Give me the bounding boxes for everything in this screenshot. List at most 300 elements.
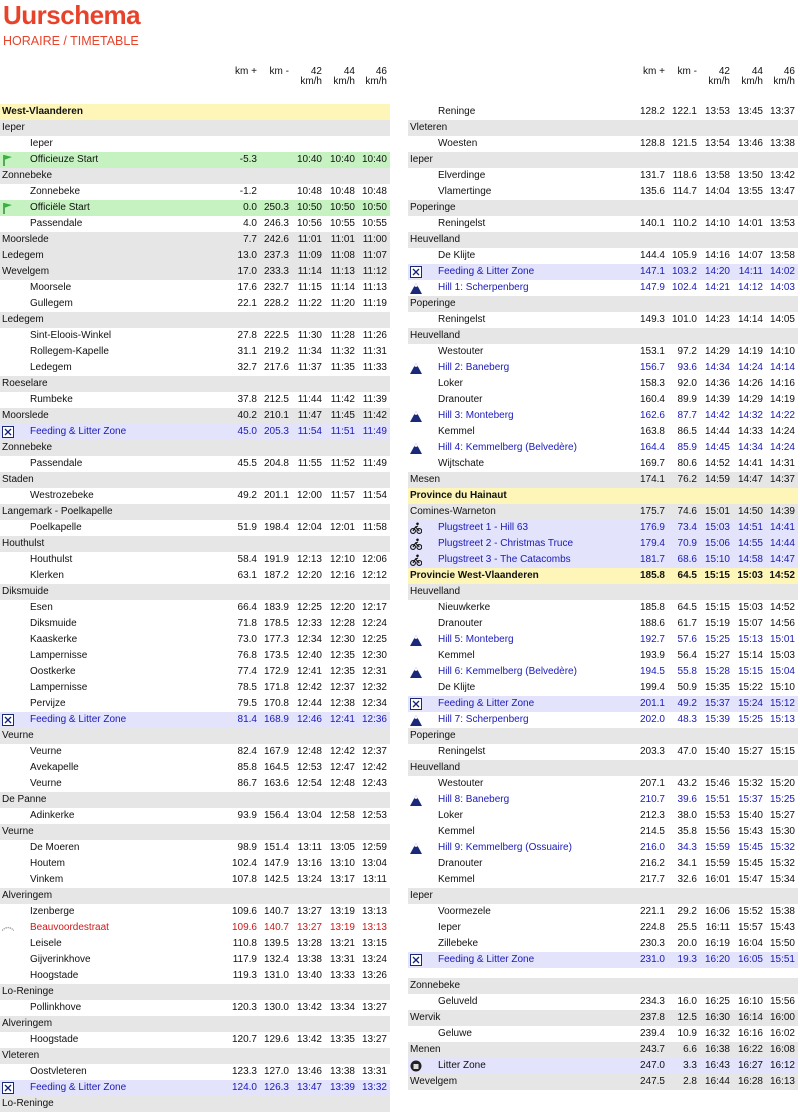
km-minus-cell: 56.4: [677, 650, 697, 661]
km-minus-cell: 35.8: [677, 826, 697, 837]
km-minus-cell: 114.7: [672, 186, 697, 197]
km-plus-cell: 156.7: [639, 362, 665, 373]
time-42-cell: 16:43: [704, 1060, 730, 1071]
start-row: [0, 152, 390, 168]
km-plus-cell: 85.8: [237, 762, 257, 773]
km-minus-cell: 246.3: [263, 218, 289, 229]
time-44-cell: 15:24: [737, 698, 763, 709]
location-name: Litter Zone: [438, 1060, 486, 1071]
header-42-unit: km/h: [300, 76, 322, 87]
timetable-row: [408, 392, 798, 408]
km-plus-cell: 234.3: [639, 996, 665, 1007]
km-plus-cell: 63.1: [237, 570, 257, 581]
time-46-cell: 11:49: [362, 426, 387, 437]
municipality-row: [408, 978, 798, 994]
time-46-cell: 15:13: [769, 714, 795, 725]
municipality-row: [0, 232, 390, 248]
hill-icon: [410, 442, 422, 454]
municipality-row: [0, 984, 390, 1000]
time-44-cell: 14:32: [737, 410, 763, 421]
time-44-cell: 12:01: [329, 522, 355, 533]
time-44-cell: 15:45: [737, 842, 763, 853]
start-row: [0, 200, 390, 216]
time-42-cell: 14:39: [704, 394, 730, 405]
feeding-zone-icon: [410, 698, 422, 710]
location-name: Comines-Warneton: [410, 506, 496, 517]
time-44-cell: 14:24: [737, 362, 763, 373]
time-44-cell: 12:38: [329, 698, 355, 709]
timetable-row: [0, 520, 390, 536]
time-42-cell: 13:27: [296, 922, 322, 933]
time-42-cell: 13:46: [296, 1066, 322, 1077]
time-42-cell: 13:38: [296, 954, 322, 965]
header-44-unit: km/h: [741, 76, 763, 87]
time-44-cell: 15:27: [737, 746, 763, 757]
time-44-cell: 14:19: [737, 346, 763, 357]
time-46-cell: 14:31: [769, 458, 795, 469]
time-44-cell: 16:10: [737, 996, 763, 1007]
location-name: Feeding & Litter Zone: [438, 954, 535, 965]
time-46-cell: 13:26: [361, 970, 387, 981]
km-plus-cell: 247.5: [639, 1076, 665, 1087]
timetable-row: [0, 808, 390, 824]
time-42-cell: 14:21: [704, 282, 730, 293]
feeding-zone-row: [408, 536, 798, 552]
time-46-cell: 11:31: [362, 346, 387, 357]
km-minus-cell: 132.4: [263, 954, 289, 965]
time-46-cell: 12:42: [361, 762, 387, 773]
km-minus-cell: 142.5: [263, 874, 289, 885]
time-44-cell: 12:35: [329, 666, 355, 677]
location-name: Reningelst: [438, 218, 486, 229]
location-name: Rollegem-Kapelle: [30, 346, 109, 357]
timetable-right-column: [408, 0, 798, 1112]
km-plus-cell: 164.4: [639, 442, 665, 453]
time-42-cell: 10:40: [296, 154, 322, 165]
location-name: Adinkerke: [30, 810, 75, 821]
km-plus-cell: 237.8: [639, 1012, 665, 1023]
hill-row: [408, 408, 798, 424]
time-44-cell: 10:55: [329, 218, 355, 229]
km-minus-cell: 177.3: [263, 634, 289, 645]
location-name: Dranouter: [438, 858, 483, 869]
municipality-row: [0, 1096, 390, 1112]
km-minus-cell: 80.6: [677, 458, 697, 469]
km-minus-cell: 25.5: [677, 922, 697, 933]
km-plus-cell: 192.7: [639, 634, 665, 645]
timetable-row: [408, 680, 798, 696]
timetable-row: [408, 424, 798, 440]
time-46-cell: 16:12: [769, 1060, 795, 1071]
time-42-cell: 13:24: [296, 874, 322, 885]
location-name: West-Vlaanderen: [2, 106, 83, 117]
time-46-cell: 14:24: [769, 426, 795, 437]
municipality-row: [408, 120, 798, 136]
km-plus-cell: 149.3: [639, 314, 665, 325]
header-46: 46: [783, 66, 795, 77]
time-42-cell: 16:44: [704, 1076, 730, 1087]
time-44-cell: 12:10: [329, 554, 355, 565]
time-42-cell: 15:37: [704, 698, 730, 709]
time-46-cell: 15:15: [769, 746, 795, 757]
time-42-cell: 14:36: [704, 378, 730, 389]
row-spacer: [0, 96, 390, 104]
time-42-cell: 15:59: [704, 842, 730, 853]
page-title: Uurschema: [3, 0, 141, 30]
km-plus-cell: 107.8: [231, 874, 257, 885]
km-minus-cell: 38.0: [677, 810, 697, 821]
time-46-cell: 12:24: [361, 618, 387, 629]
time-44-cell: 12:30: [329, 634, 355, 645]
km-plus-cell: 243.7: [639, 1044, 665, 1055]
timetable-row: [408, 776, 798, 792]
province-row: [408, 488, 798, 504]
location-name: Feeding & Litter Zone: [438, 698, 535, 709]
km-minus-cell: 43.2: [677, 778, 697, 789]
time-46-cell: 14:03: [769, 282, 795, 293]
municipality-row: [0, 792, 390, 808]
time-46-cell: 13:32: [361, 1082, 387, 1093]
timetable-row: [408, 312, 798, 328]
municipality-row: [408, 152, 798, 168]
time-44-cell: 16:22: [737, 1044, 763, 1055]
timetable-row: [408, 248, 798, 264]
location-name: Esen: [30, 602, 53, 613]
time-44-cell: 13:10: [329, 858, 355, 869]
km-plus-cell: 199.4: [639, 682, 665, 693]
km-minus-cell: 219.2: [263, 346, 289, 357]
km-minus-cell: 87.7: [677, 410, 697, 421]
km-minus-cell: 64.5: [677, 570, 697, 581]
time-42-cell: 13:40: [296, 970, 322, 981]
km-minus-cell: 210.1: [263, 410, 289, 421]
km-minus-cell: 140.7: [263, 922, 289, 933]
location-name: Officieuze Start: [30, 154, 99, 165]
km-plus-cell: 32.7: [237, 362, 257, 373]
time-46-cell: 11:42: [362, 410, 387, 421]
hill-row: [408, 632, 798, 648]
time-46-cell: 12:12: [361, 570, 387, 581]
time-46-cell: 11:07: [362, 250, 387, 261]
km-plus-cell: 51.9: [237, 522, 257, 533]
km-plus-cell: 120.3: [231, 1002, 257, 1013]
time-44-cell: 12:37: [329, 682, 355, 693]
time-42-cell: 14:34: [704, 362, 730, 373]
time-42-cell: 15:59: [704, 858, 730, 869]
km-plus-cell: 163.8: [639, 426, 665, 437]
time-42-cell: 15:15: [704, 570, 730, 581]
km-plus-cell: 147.1: [639, 266, 665, 277]
time-44-cell: 16:14: [737, 1012, 763, 1023]
km-minus-cell: 2.8: [683, 1076, 697, 1087]
time-44-cell: 13:33: [329, 970, 355, 981]
location-name: Hill 3: Monteberg: [438, 410, 514, 421]
feeding-zone-icon: [410, 266, 422, 278]
location-name: Kemmel: [438, 874, 475, 885]
timetable-row: [0, 136, 390, 152]
km-minus-cell: 250.3: [263, 202, 289, 213]
time-46-cell: 14:16: [769, 378, 795, 389]
km-plus-cell: 119.3: [232, 970, 257, 981]
location-name: Mesen: [410, 474, 441, 485]
time-42-cell: 15:39: [704, 714, 730, 725]
km-minus-cell: 12.5: [677, 1012, 697, 1023]
time-42-cell: 16:32: [704, 1028, 730, 1039]
time-42-cell: 11:01: [297, 234, 322, 245]
km-minus-cell: 139.5: [263, 938, 289, 949]
km-plus-cell: 193.9: [639, 650, 665, 661]
row-spacer: [408, 968, 798, 978]
timetable-row: [408, 856, 798, 872]
time-42-cell: 13:42: [296, 1034, 322, 1045]
location-name: Wevelgem: [410, 1076, 458, 1087]
location-name: Dranouter: [438, 618, 483, 629]
time-46-cell: 10:40: [361, 154, 387, 165]
timetable-row: [0, 936, 390, 952]
km-minus-cell: 48.3: [677, 714, 697, 725]
km-minus-cell: 232.7: [263, 282, 289, 293]
time-44-cell: 16:28: [737, 1076, 763, 1087]
time-44-cell: 11:52: [330, 458, 355, 469]
time-44-cell: 11:28: [330, 330, 355, 341]
time-44-cell: 13:31: [329, 954, 355, 965]
km-minus-cell: 73.4: [677, 522, 697, 533]
km-plus-cell: 188.6: [639, 618, 665, 629]
feeding-zone-icon: [2, 1082, 14, 1094]
time-44-cell: 16:16: [737, 1028, 763, 1039]
time-44-cell: 10:48: [329, 186, 355, 197]
location-name: Lo-Reninge: [2, 1098, 54, 1109]
time-42-cell: 16:38: [704, 1044, 730, 1055]
municipality-row: [408, 232, 798, 248]
km-plus-cell: 78.5: [237, 682, 257, 693]
km-plus-cell: 201.1: [639, 698, 665, 709]
km-minus-cell: 170.8: [263, 698, 289, 709]
hill-row: [408, 792, 798, 808]
timetable-row: [408, 344, 798, 360]
km-minus-cell: 76.2: [677, 474, 697, 485]
time-46-cell: 13:11: [362, 874, 387, 885]
location-name: Poelkapelle: [30, 522, 82, 533]
km-minus-cell: 16.0: [677, 996, 697, 1007]
km-minus-cell: 147.9: [263, 858, 289, 869]
location-name: Poperinge: [410, 298, 456, 309]
km-plus-cell: 231.0: [639, 954, 665, 965]
time-42-cell: 12:48: [296, 746, 322, 757]
timetable-left-column: [0, 0, 390, 1112]
time-44-cell: 14:14: [737, 314, 763, 325]
location-name: Feeding & Litter Zone: [30, 426, 127, 437]
time-42-cell: 16:30: [704, 1012, 730, 1023]
km-plus-cell: 153.1: [639, 346, 665, 357]
time-42-cell: 13:58: [704, 170, 730, 181]
timetable-row: [408, 808, 798, 824]
time-44-cell: 14:29: [737, 394, 763, 405]
km-plus-cell: 214.5: [639, 826, 665, 837]
feeding-zone-row: [408, 952, 798, 968]
km-plus-cell: 216.2: [639, 858, 665, 869]
header-42-unit: km/h: [708, 76, 730, 87]
km-plus-cell: 128.8: [639, 138, 665, 149]
column-headers-right: [408, 64, 798, 88]
time-42-cell: 13:27: [296, 906, 322, 917]
location-name: Westouter: [438, 778, 484, 789]
municipality-row: [0, 312, 390, 328]
time-46-cell: 11:26: [362, 330, 387, 341]
time-42-cell: 15:51: [704, 794, 730, 805]
time-42-cell: 12:00: [296, 490, 322, 501]
time-46-cell: 10:55: [361, 218, 387, 229]
km-minus-cell: 178.5: [263, 618, 289, 629]
km-minus-cell: 39.6: [677, 794, 697, 805]
row-spacer: [408, 96, 798, 104]
municipality-row: [0, 1016, 390, 1032]
header-km-minus: km -: [677, 66, 697, 77]
time-42-cell: 11:44: [297, 394, 322, 405]
time-46-cell: 13:13: [361, 922, 387, 933]
time-42-cell: 11:54: [297, 426, 322, 437]
municipality-row: [0, 168, 390, 184]
location-name: Menen: [410, 1044, 441, 1055]
timetable-row: [0, 840, 390, 856]
time-46-cell: 14:14: [769, 362, 795, 373]
km-plus-cell: 49.2: [237, 490, 257, 501]
location-name: Klerken: [30, 570, 64, 581]
timetable-row: [408, 104, 798, 120]
time-42-cell: 15:03: [704, 522, 730, 533]
km-minus-cell: 129.6: [263, 1034, 289, 1045]
time-42-cell: 15:15: [704, 602, 730, 613]
time-44-cell: 14:11: [738, 266, 763, 277]
time-46-cell: 13:13: [361, 906, 387, 917]
time-46-cell: 12:37: [361, 746, 387, 757]
time-42-cell: 14:44: [704, 426, 730, 437]
time-44-cell: 14:51: [737, 522, 763, 533]
timetable-row: [0, 968, 390, 984]
km-minus-cell: 130.0: [263, 1002, 289, 1013]
km-minus-cell: 204.8: [263, 458, 289, 469]
km-minus-cell: 55.8: [677, 666, 697, 677]
timetable-row: [0, 216, 390, 232]
km-plus-cell: 4.0: [243, 218, 257, 229]
location-name: Hill 2: Baneberg: [438, 362, 510, 373]
time-42-cell: 12:04: [296, 522, 322, 533]
km-plus-cell: 77.4: [237, 666, 257, 677]
time-42-cell: 12:46: [296, 714, 322, 725]
km-plus-cell: 13.0: [237, 250, 257, 261]
location-name: Ieper: [30, 138, 53, 149]
time-44-cell: 15:03: [737, 602, 763, 613]
time-42-cell: 15:25: [704, 634, 730, 645]
time-44-cell: 14:55: [737, 538, 763, 549]
km-plus-cell: 230.3: [639, 938, 665, 949]
time-46-cell: 12:59: [361, 842, 387, 853]
location-name: Hill 4: Kemmelberg (Belvedère): [438, 442, 577, 453]
location-name: Kemmel: [438, 426, 475, 437]
time-46-cell: 11:33: [362, 362, 387, 373]
time-44-cell: 11:13: [330, 266, 355, 277]
km-plus-cell: 131.7: [639, 170, 665, 181]
header-44: 44: [343, 66, 355, 77]
location-name: Veurne: [2, 826, 34, 837]
km-minus-cell: 86.5: [677, 426, 697, 437]
location-name: Heuvelland: [410, 330, 461, 341]
time-42-cell: 10:56: [296, 218, 322, 229]
feeding-zone-row: [408, 264, 798, 280]
km-plus-cell: 0.0: [243, 202, 257, 213]
km-plus-cell: 140.1: [639, 218, 665, 229]
header-km-minus: km -: [269, 66, 289, 77]
time-42-cell: 15:35: [704, 682, 730, 693]
cyclist-icon: [410, 538, 422, 550]
time-46-cell: 11:58: [362, 522, 387, 533]
time-46-cell: 12:43: [361, 778, 387, 789]
time-42-cell: 12:53: [296, 762, 322, 773]
header-46-unit: km/h: [773, 76, 795, 87]
km-plus-cell: 22.1: [237, 298, 257, 309]
location-name: Lo-Reninge: [2, 986, 54, 997]
location-name: Passendale: [30, 458, 83, 469]
location-name: Zillebeke: [438, 938, 479, 949]
location-name: Loker: [438, 378, 464, 389]
timetable-row: [0, 488, 390, 504]
time-46-cell: 15:10: [769, 682, 795, 693]
location-name: Wevelgem: [2, 266, 50, 277]
time-46-cell: 16:08: [769, 1044, 795, 1055]
municipality-row: [0, 504, 390, 520]
location-name: Zonnebeke: [2, 170, 53, 181]
timetable-row: [0, 664, 390, 680]
time-44-cell: 14:50: [737, 506, 763, 517]
time-42-cell: 11:09: [297, 250, 322, 261]
timetable-row: [0, 296, 390, 312]
location-name: Houthulst: [2, 538, 45, 549]
location-name: Houthulst: [30, 554, 73, 565]
location-name: Zonnebeke: [410, 980, 461, 991]
km-plus-cell: 247.0: [639, 1060, 665, 1071]
time-44-cell: 11:01: [330, 234, 355, 245]
time-44-cell: 11:08: [330, 250, 355, 261]
time-46-cell: 14:52: [769, 602, 795, 613]
time-44-cell: 14:47: [737, 474, 763, 485]
km-minus-cell: 131.0: [263, 970, 289, 981]
location-name: Reninge: [438, 106, 476, 117]
time-44-cell: 14:34: [737, 442, 763, 453]
location-name: Diksmuide: [2, 586, 49, 597]
location-name: Vinkem: [30, 874, 64, 885]
time-44-cell: 12:58: [329, 810, 355, 821]
time-42-cell: 11:15: [297, 282, 322, 293]
time-44-cell: 15:03: [737, 570, 763, 581]
time-42-cell: 12:41: [296, 666, 322, 677]
time-46-cell: 10:48: [361, 186, 387, 197]
time-42-cell: 13:04: [296, 810, 322, 821]
timetable-row: [0, 776, 390, 792]
timetable-row: [408, 936, 798, 952]
km-minus-cell: 61.7: [677, 618, 697, 629]
timetable-row: [0, 552, 390, 568]
time-42-cell: 12:20: [296, 570, 322, 581]
time-42-cell: 16:25: [704, 996, 730, 1007]
timetable-row: [408, 168, 798, 184]
time-46-cell: 16:13: [769, 1076, 795, 1087]
location-name: De Klijte: [438, 250, 476, 261]
km-plus-cell: 135.6: [639, 186, 665, 197]
time-42-cell: 15:53: [704, 810, 730, 821]
time-42-cell: 11:34: [297, 346, 322, 357]
time-46-cell: 15:12: [769, 698, 795, 709]
location-name: Ledegem: [30, 362, 72, 373]
